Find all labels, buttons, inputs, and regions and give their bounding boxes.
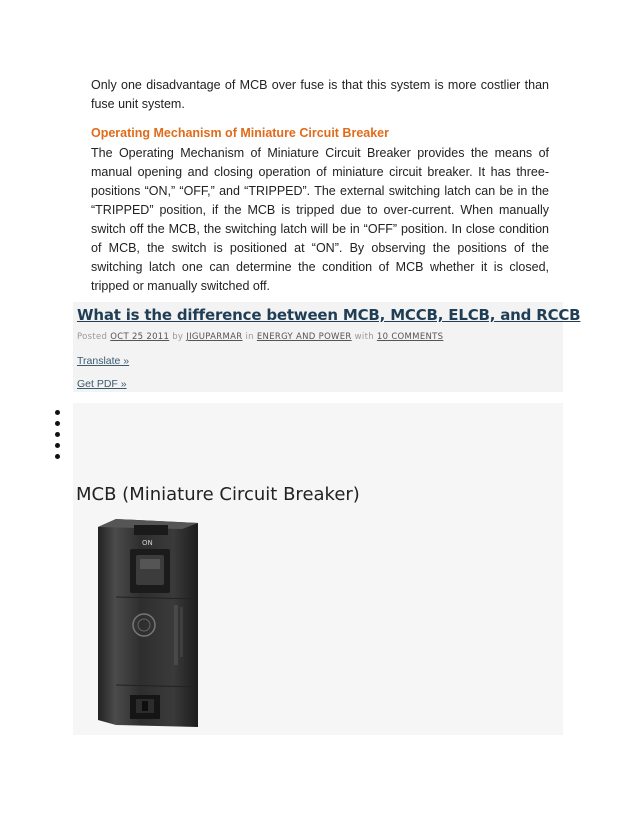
category-link[interactable]: ENERGY AND POWER (256, 332, 352, 342)
bullet-item (55, 421, 60, 426)
comments-link[interactable]: 10 COMMENTS (376, 332, 444, 342)
author-link[interactable]: JIGUPARMAR (186, 332, 243, 342)
post-header (73, 302, 581, 392)
bullet-item (55, 454, 60, 459)
bullet-item (55, 443, 60, 448)
get-pdf-link[interactable]: Get PDF » (77, 378, 127, 390)
post-meta (77, 332, 443, 342)
meta-in-label: in (245, 332, 254, 342)
translate-link[interactable]: Translate » (77, 355, 130, 367)
disadvantage-paragraph: Only one disadvantage of MCB over fuse is that this system is more costlier than fuse unit system. (91, 78, 549, 111)
bullet-item (55, 432, 60, 437)
bullet-item (55, 410, 60, 415)
mcb-image (90, 515, 210, 730)
share-bullet-list (55, 404, 60, 464)
on-label: ON (142, 539, 153, 547)
meta-with-label: with (354, 332, 374, 342)
mcb-heading: MCB (Miniature Circuit Breaker) (76, 484, 360, 505)
post-date-link[interactable]: OCT 25 2011 (110, 332, 170, 342)
operating-mechanism-paragraph: The Operating Mechanism of Miniature Circuit Breaker provides the means of manual opening and closing operation of miniature circuit breaker. It has three-positions “ON,” “OFF,” and “TRIPPED”. The external switching latch can be in the “TRIPPED” position, if the MCB is tripped due to over-current. When manually switch off the MCB, the switching latch will be in “OFF” position. In close condition of MCB, the switch is positioned at “ON”. By observing the positions of the switching latch one can determine the condition of MCB whether it is closed, tripped or manually switched off. (91, 146, 549, 293)
meta-by-label: by (172, 332, 184, 342)
intro-text (91, 76, 549, 296)
post-title[interactable]: What is the difference between MCB, MCCB, ELCB, and RCCB (77, 306, 581, 324)
circuit-breaker-icon (90, 515, 210, 730)
meta-posted-label: Posted (77, 332, 108, 342)
section-heading: Operating Mechanism of Miniature Circuit Breaker (91, 126, 389, 140)
